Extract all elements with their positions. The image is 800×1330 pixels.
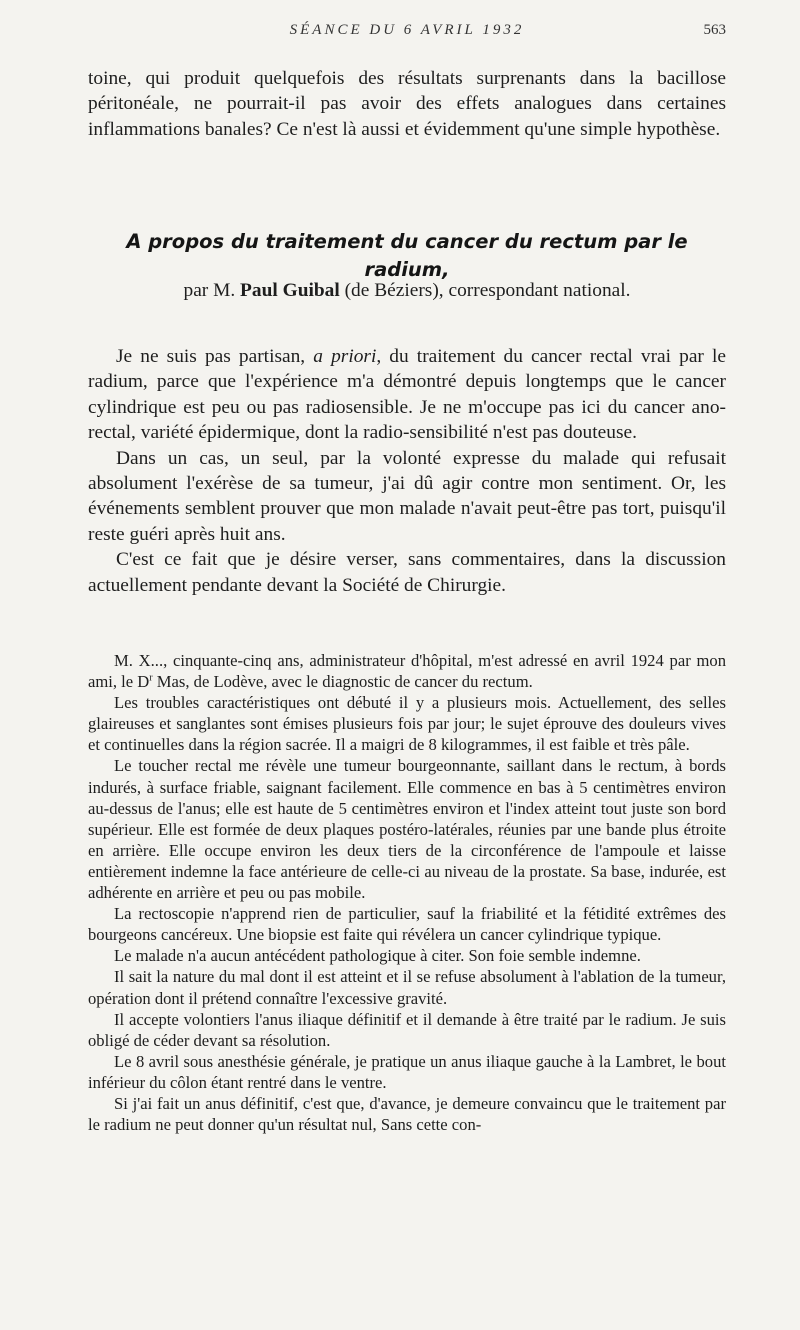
byline-suffix: (de Béziers), correspondant national. — [339, 280, 631, 301]
intro-emphasis: a priori — [313, 346, 377, 367]
running-head — [88, 22, 726, 46]
introduction — [88, 344, 726, 598]
running-head-title: SÉANCE DU 6 AVRIL 1932 — [289, 22, 525, 38]
continued-paragraph — [88, 66, 726, 142]
intro-text: Je ne suis pas partisan, — [116, 346, 314, 367]
intro-paragraph: Dans un cas, un seul, par la volonté expresse du malade qui refusait absolument l'exérèse de sa tumeur, j'ai dû agir contre mon sentiment. Or, les événements semblent prouver que mon malade n'avait peut-être pas tort, puisqu'il reste guéri après huit ans. — [88, 447, 726, 545]
case-paragraph: Le toucher rectal me révèle une tumeur bourgeonnante, saillant dans le rectum, à bords indurés, à surface friable, saignant facilement. Elle commence en bas à 5 centimètres environ au-dessus de l'anus; elle est haute de 5 centimètres environ et l'index atteint tout juste son bord supérieur. Elle est formée de deux plaques postéro-latérales, réunies par une bande plus étroite en arrière. Elle occupe environ les deux tiers de la circonférence de l'ampoule et laisse entièrement indemne la face antérieure de celle-ci au niveau de la prostate. Sa base, indurée, est adhérente en arrière et peu ou pas mobile. — [88, 756, 726, 903]
case-paragraph — [88, 650, 726, 692]
superscript: r — [149, 672, 153, 684]
intro-paragraph — [88, 344, 726, 446]
case-paragraph: Le malade n'a aucun antécédent pathologique à citer. Son foie semble indemne. — [114, 946, 641, 966]
case-paragraph: Si j'ai fait un anus définitif, c'est que, d'avance, je demeure convaincu que le traitement par le radium ne peut donner qu'un résultat nul, Sans cette con- — [88, 1093, 726, 1135]
byline — [88, 278, 726, 304]
paragraph: toine, qui produit quelquefois des résultats surprenants dans la bacillose péritonéale, ne pourrait-il pas avoir des effets analogues dans certaines inflammations banales? Ce n'est là aussi et évidemment qu'une simple hypothèse. — [88, 68, 726, 140]
author-name: Paul Guibal — [240, 280, 340, 301]
case-paragraph: La rectoscopie n'apprend rien de particulier, sauf la friabilité et la fétidité extrêmes des bourgeons cancéreux. Une biopsie est faite qui révélera un cancer cylindrique typique. — [88, 904, 726, 945]
intro-text: , du traitement du cancer rectal vrai par le radium, parce que l'expérience m'a démontré depuis longtemps que le cancer cylindrique est peu ou pas radiosensible. Je ne m'occupe pas ici du cancer ano-rectal, variété épidermique, dont la radio-sensibilité n'est pas douteuse. — [88, 346, 726, 444]
intro-paragraph: C'est ce fait que je désire verser, sans commentaires, dans la discussion actuellement pendante devant la Société de Chirurgie. — [88, 549, 726, 596]
article-title: A propos du traitement du cancer du rectum par le radium, — [126, 230, 688, 281]
case-paragraph: Il accepte volontiers l'anus iliaque définitif et il demande à être traité par le radium. Je suis obligé de céder devant sa résolution. — [88, 1009, 726, 1050]
case-paragraph: Il sait la nature du mal dont il est atteint et il se refuse absolument à l'ablation de la tumeur, opération dont il prétend connaître l'excessive gravité. — [88, 967, 726, 1008]
case-paragraph: Les troubles caractéristiques ont débuté il y a plusieurs mois. Actuellement, des selles glaireuses et sanglantes sont émises plusieurs fois par jour; le sujet éprouve des douleurs vives et continuelles dans la région sacrée. Il a maigri de 8 kilogrammes, il est faible et très pâle. — [88, 693, 726, 755]
page-number: 563 — [703, 22, 726, 38]
case-report — [88, 650, 726, 1135]
case-text: Mas, de Lodève, avec le diagnostic de cancer du rectum. — [152, 672, 533, 692]
case-text: M. X..., cinquante-cinq ans, administrateur d'hôpital, m'est adressé en avril 1924 par mon ami, le D — [88, 651, 726, 692]
byline-prefix: par M. — [183, 280, 241, 301]
case-paragraph: Le 8 avril sous anesthésie générale, je pratique un anus iliaque gauche à la Lambret, le bout inférieur du côlon étant rentré dans le ventre. — [88, 1051, 726, 1092]
